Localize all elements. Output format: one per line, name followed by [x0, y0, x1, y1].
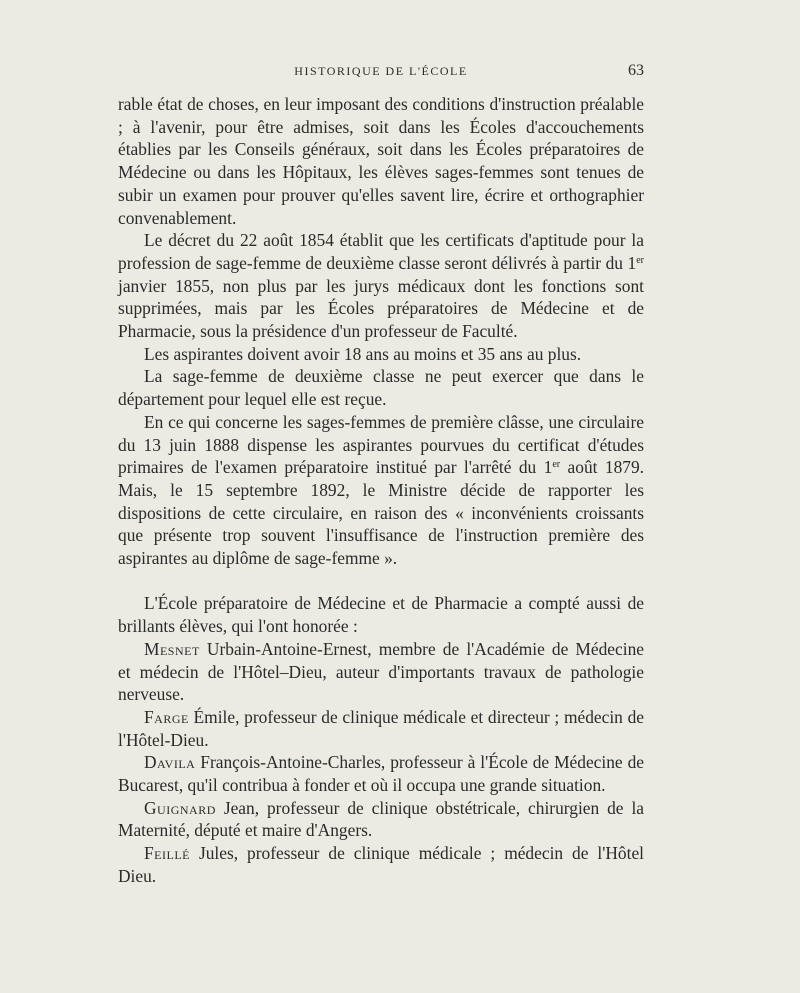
superscript: er — [636, 254, 644, 266]
superscript: er — [552, 459, 561, 471]
alumni-entry-farge — [118, 706, 644, 751]
paragraph-text: La sage-femme de deuxième classe ne peut exercer que dans le département pour lequel elle est reçue. — [118, 366, 644, 410]
paragraph-text: Les aspirantes doivent avoir 18 ans au moins et 35 ans au plus. — [144, 343, 582, 364]
alumni-description: Urbain-Antoine-Ernest, membre de l'Académie de Médecine et médecin de l'Hôtel–Dieu, auteur d'importants travaux de pathologie nerveuse. — [118, 638, 644, 705]
alumni-surname: Davila — [144, 752, 196, 773]
alumni-entry-mesnet — [118, 638, 644, 706]
alumni-entry-davila — [118, 751, 644, 796]
alumni-surname: Feillé — [144, 843, 190, 864]
paragraph-circular-1888 — [118, 411, 644, 570]
paragraph-continuation — [118, 93, 644, 229]
alumni-description: Jules, professeur de clinique médicale ; médecin de l'Hôtel Dieu. — [118, 843, 644, 886]
page-header — [118, 62, 644, 82]
paragraph-alumni-intro — [118, 592, 644, 637]
running-title: HISTORIQUE DE L'ÉCOLE — [294, 64, 468, 78]
section-gap — [118, 570, 644, 593]
alumni-surname: Farge — [144, 706, 189, 727]
paragraph-age-requirements — [118, 343, 644, 366]
paragraph-department — [118, 365, 644, 410]
page-body — [118, 93, 644, 888]
alumni-surname: Mesnet — [144, 638, 200, 659]
paragraph-text: janvier 1855, non plus par les jurys médicaux dont les fonctions sont supprimées, mais par les Écoles préparatoires de Médecine et de Pharmacie, sous la présidence d'un professeur de Faculté. — [118, 275, 644, 342]
alumni-entry-feille — [118, 842, 644, 887]
alumni-description: François-Antoine-Charles, professeur à l'École de Médecine de Bucarest, qu'il contribua à fonder et où il occupa une grande situation. — [118, 752, 644, 796]
paragraph-text: En ce qui concerne les sages-femmes de première clâsse, une circulaire du 13 juin 1888 dispense les aspirantes pourvues du certificat d'études primaires de l'examen préparatoire institué par l'arrêté du 1 — [118, 411, 644, 478]
paragraph-text: août 1879. Mais, le 15 septembre 1892, le Ministre décide de rapporter les dispositions de cette circulaire, en raison des « inconvénients croissants que présente trop souvent l'insuffisance de l'instruction première des aspirantes au diplôme de sage-femme ». — [118, 457, 645, 569]
paragraph-text: rable état de choses, en leur imposant des conditions d'instruction préalable ; à l'avenir, pour être admises, soit dans les Écoles d'accouchements établies par les Conseils généraux, soit dans les Écoles préparatoires de Médecine ou dans les Hôpitaux, les élèves sages-femmes sont tenues de subir un examen pour prouver qu'elles savent lire, écrire et orthographier convenablement. — [118, 94, 644, 228]
alumni-surname: Guignard — [144, 797, 216, 818]
alumni-entry-guignard — [118, 797, 644, 842]
paragraph-decree-1854 — [118, 229, 644, 343]
paragraph-text: L'École préparatoire de Médecine et de Pharmacie a compté aussi de brillants élèves, qui l'ont honorée : — [118, 593, 644, 637]
alumni-description: Émile, professeur de clinique médicale et directeur ; médecin de l'Hôtel-Dieu. — [118, 706, 644, 750]
alumni-description: Jean, professeur de clinique obstétricale, chirurgien de la Maternité, député et maire d'Angers. — [118, 797, 644, 841]
page-number: 63 — [628, 62, 644, 79]
paragraph-text: Le décret du 22 août 1854 établit que les certificats d'aptitude pour la profession de sage-femme de deuxième classe seront délivrés à partir du 1 — [118, 230, 644, 273]
